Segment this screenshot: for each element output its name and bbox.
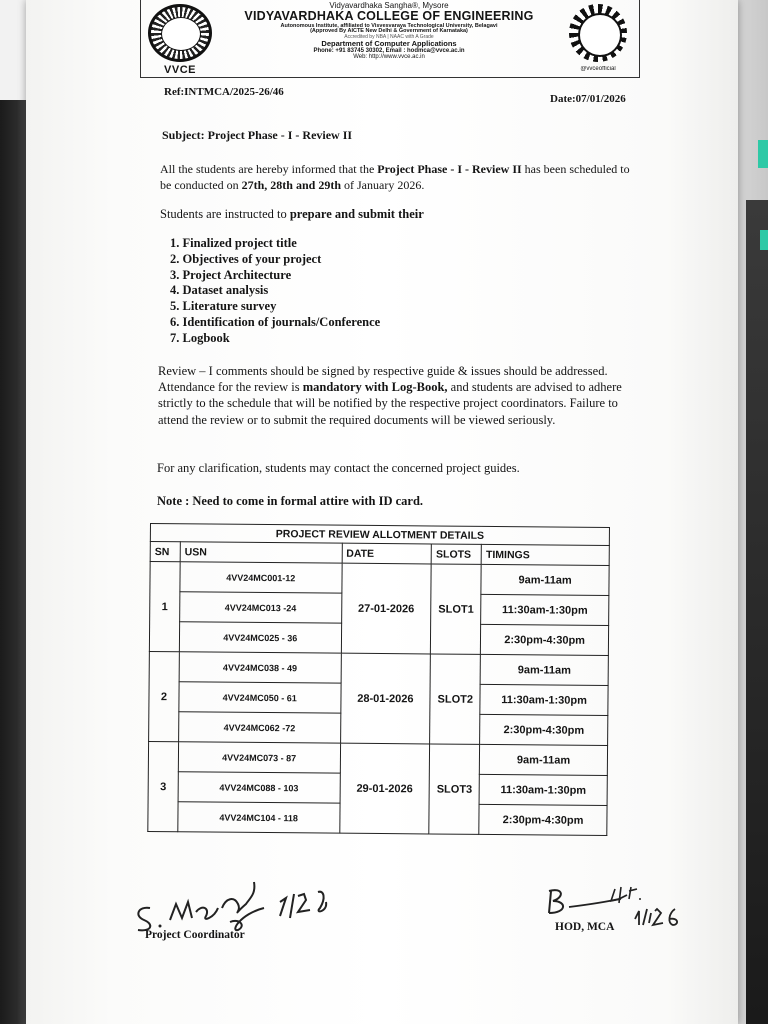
sn-cell: 1 — [149, 562, 180, 652]
org-name: Vidyavardhaka Sangha®, Mysore — [329, 1, 449, 10]
submission-list — [170, 236, 380, 347]
timing-cell: 11:30am-1:30pm — [481, 594, 609, 625]
letterhead-text — [219, 2, 559, 61]
text-bold: prepare and submit their — [289, 207, 424, 221]
instruction-line — [160, 207, 424, 222]
text-bold: mandatory with Log-Book, — [302, 380, 448, 395]
timing-cell: 2:30pm-4:30pm — [480, 714, 608, 745]
subject-line: Subject: Project Phase - I - Review II — [162, 128, 353, 142]
column-header: SN — [150, 542, 180, 562]
letterhead — [140, 0, 640, 78]
background-object-teal — [760, 230, 768, 250]
dept-logo — [563, 4, 633, 74]
usn-cell: 4VV24MC013 -24 — [180, 592, 342, 623]
list-item-text: 2. Objectives of your project — [170, 251, 322, 266]
review-paragraph — [158, 363, 650, 428]
column-header: TIMINGS — [481, 544, 609, 565]
column-header: DATE — [342, 543, 432, 564]
department-name: Department of Computer Applications — [321, 39, 457, 49]
list-item — [170, 299, 380, 315]
website-line: Web: http://www.vvce.ac.in — [353, 54, 425, 61]
list-item — [170, 268, 380, 284]
accreditation-line: Accredited by NBA | NAAC with A Grade — [344, 34, 434, 41]
text-span: and students are advised to adhere strictly to the schedule that will be notified by the respective project coordinators. Failure to attend the review or to submit the required documents will be viewed seriously. — [158, 380, 622, 427]
notice-date: Date:07/01/2026 — [550, 93, 626, 105]
usn-cell: 4VV24MC050 - 61 — [179, 682, 341, 713]
hod-label: HOD, MCA — [555, 921, 615, 933]
list-item-text: 1. Finalized project title — [170, 236, 297, 250]
note-line: Note : Need to come in formal attire with ID card. — [157, 494, 424, 508]
background-object — [746, 200, 768, 1024]
date-cell: 28-01-2026 — [340, 653, 431, 744]
slot-cell: SLOT3 — [429, 744, 480, 834]
usn-cell: 4VV24MC104 - 118 — [178, 802, 340, 833]
timing-cell: 11:30am-1:30pm — [479, 774, 607, 805]
background-desk-left — [0, 100, 28, 1024]
sn-cell: 2 — [149, 651, 180, 741]
college-emblem-icon — [148, 4, 212, 62]
timing-cell: 9am-11am — [480, 654, 608, 685]
approval-line: (Approved By AICTE New Delhi & Government of Karnataka) — [310, 28, 468, 35]
timing-cell: 2:30pm-4:30pm — [481, 624, 609, 655]
table-row — [148, 741, 607, 775]
timing-cell: 9am-11am — [480, 744, 608, 775]
table-row — [150, 562, 609, 596]
list-item — [170, 331, 380, 347]
column-header: SLOTS — [431, 544, 481, 564]
text-span: has been scheduled to be conducted on — [160, 162, 630, 192]
affiliation-line: Autonomous Institute, affiliated to Visvesvaraya Technological University, Belagavi — [280, 22, 498, 29]
list-item-text: 5. Literature survey — [170, 299, 277, 314]
text-span: All the students are hereby informed that the — [160, 162, 378, 176]
project-coordinator-label: Project Coordinator — [145, 929, 245, 941]
list-item — [170, 283, 380, 299]
reference-number: Ref:INTMCA/2025-26/46 — [164, 86, 284, 98]
list-item-text: 6. Identification of journals/Conference — [170, 314, 381, 329]
column-header: USN — [180, 542, 342, 563]
text-span: of January 2026. — [341, 178, 425, 192]
contact-line: Phone: +91 83745 30302, Email : hodmca@vvce.ac.in — [313, 48, 465, 55]
slot-cell: SLOT2 — [430, 654, 481, 744]
list-item — [170, 252, 380, 268]
coordinator-signature — [130, 868, 350, 938]
text-span: Review – I comments should be signed by respective guide & issues should be addressed. Attendance for the review is — [158, 364, 608, 395]
intro-paragraph — [160, 161, 640, 193]
usn-cell: 4VV24MC073 - 87 — [178, 742, 340, 773]
usn-cell: 4VV24MC038 - 49 — [179, 652, 341, 683]
date-cell: 29-01-2026 — [339, 743, 430, 834]
timing-cell: 11:30am-1:30pm — [480, 684, 608, 715]
list-item-text: 3. Project Architecture — [170, 267, 292, 282]
background-object-teal — [758, 140, 768, 168]
text-bold: Project Phase - I - Review II — [377, 162, 522, 176]
slot-cell: SLOT1 — [431, 564, 482, 654]
list-item-text: 4. Dataset analysis — [170, 283, 269, 298]
usn-cell: 4VV24MC001-12 — [180, 562, 342, 593]
logo-caption: VVCE — [164, 64, 196, 76]
list-item-text: 7. Logbook — [170, 330, 230, 345]
list-item — [170, 236, 380, 252]
gear-emblem-icon — [569, 4, 627, 62]
signature-scribble-icon — [130, 868, 350, 938]
list-item — [170, 315, 380, 331]
timing-cell: 2:30pm-4:30pm — [479, 804, 607, 835]
usn-cell: 4VV24MC062 -72 — [179, 712, 341, 743]
social-handle: @vvceofficial — [580, 66, 616, 72]
text-bold: 27th, 28th and 29th — [241, 178, 341, 192]
college-name: VIDYAVARDHAKA COLLEGE OF ENGINEERING — [244, 9, 534, 24]
date-cell: 27-01-2026 — [341, 563, 432, 654]
table-row — [149, 651, 608, 685]
sn-cell: 3 — [148, 741, 179, 831]
timing-cell: 9am-11am — [481, 564, 609, 595]
allotment-table — [147, 523, 610, 836]
clarification-paragraph: For any clarification, students may contact the concerned project guides. — [157, 461, 520, 475]
usn-cell: 4VV24MC088 - 103 — [178, 772, 340, 803]
usn-cell: 4VV24MC025 - 36 — [179, 622, 341, 653]
text-span: Students are instructed to — [160, 207, 290, 221]
college-logo — [145, 4, 215, 74]
table-title: PROJECT REVIEW ALLOTMENT DETAILS — [150, 524, 609, 546]
